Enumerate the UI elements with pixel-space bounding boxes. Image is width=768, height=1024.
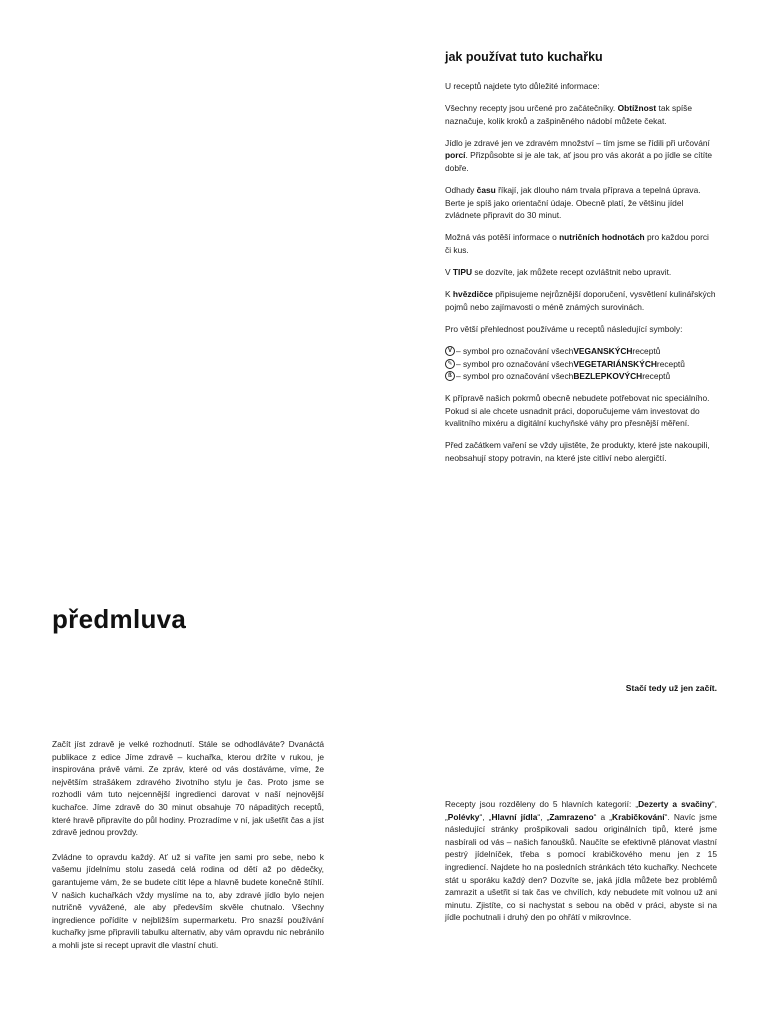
foreword-tagline: Stačí tedy už jen začít. bbox=[625, 683, 717, 693]
howto-section bbox=[445, 50, 717, 474]
howto-star-paragraph: K hvězdičce připisujeme nejrůznější doporučení, vysvětlení kulinářských pojmů nebo zajímavosti o méně známých surovinách. bbox=[445, 289, 716, 312]
foreword-paragraph-2: Zvládne to opravdu každý. Ať už si vaříte jen sami pro sebe, nebo k vašemu jídelnímu stolu zasedá celá rodina od dětí až po dědečky, garantujeme vám, že se budete cítit lépe a hlavně budete konečně štíhlí. V našich kuchařkách vždy myslíme na to, aby zdravé jídlo bylo nejen nutričně vyvážené, ale aby především skvěle chutnalo. Všechny ingredience pořídíte v nejbližším supermarketu. Pro snazší používání kuchařky jsme připravili tabulku alternativ, aby vám opravdu nic nebránilo a mohli jste si recept upravit dle vlastní chuti. bbox=[52, 851, 324, 950]
howto-difficulty-paragraph: Všechny recepty jsou určené pro začátečníky. Obtížnost tak spíše naznačuje, kolik kroků a zašpiněného nádobí můžete čekat. bbox=[445, 103, 693, 126]
howto-symbols-intro: Pro větší přehlednost používáme u receptů následující symboly: bbox=[445, 323, 683, 334]
howto-time-paragraph: Odhady času říkají, jak dlouho nám trvala příprava a tepelná úprava. Berte je spíš jako orientační údaje. Obecně platí, že většinu jídel zvládnete připravit do 30 minut. bbox=[445, 185, 701, 221]
foreword-right-column bbox=[445, 798, 717, 936]
howto-equipment-paragraph: K přípravě našich pokrmů obecně nebudete potřebovat nic speciálního. Pokud si ale chcete usnadnit práci, doporučujeme vám investovat do kvalitního mixéru a digitální kuchyňské váhy pro přesnější měření. bbox=[445, 393, 710, 429]
symbol-legend bbox=[445, 345, 717, 383]
howto-nutrition-paragraph: Možná vás potěší informace o nutričních hodnotách pro každou porci či kus. bbox=[445, 232, 709, 255]
foreword-paragraph-1: Začít jíst zdravě je velké rozhodnutí. Stále se odhodláváte? Dvanáctá publikace z edice Jíme zdravě – kuchařka, kterou držíte v rukou, je inspirována právě vámi. Ze zpráv, které od vás dostáváme, víme, že největším strašákem zdravého životního stylu je čas. Proto jsme se rozhodli vám tuto nejcennější ingredienci darovat v naší nejnovější kuchařce. Jíme zdravě do 30 minut obsahuje 70 nápaditých receptů, které hravě připravíte do půl hodiny. Prozradíme v ní, jak ušetřit čas a jíst zdravě jednou provždy. bbox=[52, 739, 324, 838]
howto-title: jak používat tuto kuchařku bbox=[445, 50, 603, 64]
howto-allergy-paragraph: Před začátkem vaření se vždy ujistěte, že produkty, které jste nakoupili, neobsahují stopy potravin, na které jste citliví nebo alergičtí. bbox=[445, 440, 710, 464]
vegetarian-icon: ✎ bbox=[445, 359, 455, 369]
foreword-left-column bbox=[52, 738, 324, 964]
howto-intro: U receptů najdete tyto důležité informace: bbox=[445, 81, 600, 91]
howto-tip-paragraph: V TIPU se dozvíte, jak můžete recept ozvláštnit nebo upravit. bbox=[445, 267, 672, 278]
symbol-row-vegetarian: ✎ – symbol pro označování všech VEGETARIÁNSKÝCH receptů bbox=[445, 358, 717, 371]
gluten-free-icon: ß bbox=[445, 371, 455, 381]
howto-portions-paragraph: Jídlo je zdravé jen ve zdravém množství – tím jsme se řídili při určování porcí. Přizpůsobte si je ale tak, ať jsou pro vás akorát a po jídle se cítíte dobře. bbox=[445, 137, 713, 173]
symbol-row-gluten-free: ß – symbol pro označování všech BEZLEPKOVÝCH receptů bbox=[445, 370, 717, 383]
symbol-row-vegan: V – symbol pro označování všech VEGANSKÝCH receptů bbox=[445, 345, 717, 358]
foreword-title: předmluva bbox=[52, 604, 187, 634]
vegan-icon: V bbox=[445, 346, 455, 356]
foreword-categories-paragraph: Recepty jsou rozděleny do 5 hlavních kategorií: „Dezerty a svačiny“, „Polévky“, „Hlavní jídla“, „Zamrazeno“ a „Krabičkování“. Navíc jsme následující stránky prošpikovali sadou originálních tipů, které jsme nasbírali od vás – našich fanoušků. Naučíte se efektivně plánovat vlastní pestrý jídelníček, třeba s pomocí krabičkového menu jen z 15 ingrediencí. Najdete ho na posledních stránkách této kuchařky. Nechcete stát u sporáku každý den? Dozvíte se, jaká jídla můžete bez problémů zamrazit a ušetřit si tak čas ve chvílích, kdy nebudete mít volnou už ani minutu. Zjistíte, co si nachystat s sebou na oběd v práci, abyste si na jídle pochutnali i druhý den po ohřátí v mikrovlnce. bbox=[445, 799, 717, 923]
